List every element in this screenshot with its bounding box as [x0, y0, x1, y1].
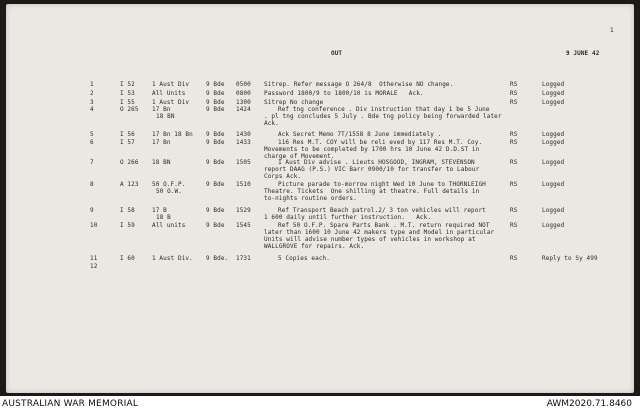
entry-message-number: I 55: [120, 99, 135, 106]
entry-status: Logged: [542, 131, 565, 138]
entry-text-line: report DAAG (P.S.) VIC Barr 0900/10 for transfer to Labour: [264, 166, 480, 173]
entry-message-number: I 53: [120, 90, 135, 97]
entry-serial: 12: [90, 263, 98, 270]
entry-addressee: 17 Bn 18 Bn: [152, 131, 193, 138]
entry-message-number: I 52: [120, 81, 135, 88]
entry-status: Logged: [542, 139, 565, 146]
entry-originator: 9 Bde: [206, 106, 225, 113]
entry-addressee: 17 B: [152, 207, 167, 214]
entry-time: 1433: [236, 139, 251, 146]
entry-text-line: 5 Copies each.: [278, 255, 330, 262]
entry-message-number: O 266: [120, 159, 139, 166]
entry-originator: 9 Bde: [206, 222, 225, 229]
entry-message-number: I 56: [120, 131, 135, 138]
entry-text-line: later than 1600 10 June 42 makers type and Model in particular: [264, 229, 495, 236]
entry-time: 1529: [236, 207, 251, 214]
entry-originator: 9 Bde: [206, 81, 225, 88]
document-date: 9 JUNE 42: [566, 50, 600, 57]
entry-text-line: Sitrep No change: [264, 99, 324, 106]
entry-text-line: Theatre. Tickets One shilling at theatre. Full details in: [264, 188, 480, 195]
page-heading: OUT: [331, 50, 343, 57]
entry-status: Logged: [542, 81, 565, 88]
entry-time: 1424: [236, 106, 251, 113]
entry-message-number: I 60: [120, 255, 135, 262]
entry-text-line: Ack Secret Memo 7T/1558 8 June immediately .: [278, 131, 442, 138]
entry-serial: 9: [90, 207, 94, 214]
entry-status: Logged: [542, 207, 565, 214]
entry-status: Logged: [542, 181, 565, 188]
entry-text-line: Units will advise number types of vehicles in workshop at: [264, 236, 476, 243]
entry-addressee: 50 O.F.P.: [152, 181, 186, 188]
entry-text-line: Ref 50 O.F.P. Spare Parts Bank . M.T. return required NOT: [278, 222, 490, 229]
entry-originator: 9 Bde: [206, 207, 225, 214]
entry-addressee: 17 Bn: [152, 106, 171, 113]
entry-time: 1430: [236, 131, 251, 138]
entry-text-line: Picture parade to-morrow night Wed 10 June to THORNLEIGH: [278, 181, 486, 188]
entry-addressee-2: 18 B: [156, 214, 171, 221]
entry-originator: 9 Bde: [206, 99, 225, 106]
entry-addressee-2: 18 BN: [156, 113, 175, 120]
entry-addressee: 17 Bn: [152, 139, 171, 146]
page-number: 1: [610, 27, 614, 34]
entry-serial: 5: [90, 131, 94, 138]
entry-text-line: Ack.: [264, 120, 279, 127]
entry-time: 0800: [236, 90, 251, 97]
entry-serial: 3: [90, 99, 94, 106]
entry-message-number: I 59: [120, 222, 135, 229]
entry-text-line: 1 Aust Div advise . Lieuts HOSGOOD, INGRAM, STEVENSON: [278, 159, 475, 166]
document-page: [6, 4, 634, 393]
entry-serial: 4: [90, 106, 94, 113]
entry-message-number: A 123: [120, 181, 139, 188]
entry-initials: RS: [510, 131, 518, 138]
entry-addressee: All Units: [152, 90, 186, 97]
entry-serial: 10: [90, 222, 98, 229]
entry-text-line: WALLGROVE for repairs. Ack.: [264, 243, 365, 250]
entry-status: Logged: [542, 159, 565, 166]
entry-originator: 9 Bde: [206, 90, 225, 97]
entry-initials: RS: [510, 181, 518, 188]
entry-serial: 2: [90, 90, 94, 97]
entry-text-line: Corps Ack.: [264, 173, 302, 180]
entry-text-line: charge of Movement.: [264, 153, 335, 160]
entry-originator: 9 Bde: [206, 131, 225, 138]
entry-initials: RS: [510, 99, 518, 106]
entry-time: 1545: [236, 222, 251, 229]
entry-status: Reply to Sy 499: [542, 255, 598, 262]
entry-status: Logged: [542, 90, 565, 97]
entry-initials: RS: [510, 255, 518, 262]
entry-addressee: 1 Aust Div.: [152, 255, 193, 262]
entry-text-line: Password 1800/9 to 1800/10 is MORALE Ack.: [264, 90, 424, 97]
entry-initials: RS: [510, 139, 518, 146]
entry-addressee-2: 50 O.W.: [156, 188, 182, 195]
footer: [0, 396, 640, 411]
entry-time: 1731: [236, 255, 251, 262]
entry-time: 1300: [236, 99, 251, 106]
entry-addressee: 18 BN: [152, 159, 171, 166]
entry-text-line: 1 600 daily until further instruction. Ack.: [264, 214, 432, 221]
entry-message-number: O 265: [120, 106, 139, 113]
entry-originator: 9 Bde: [206, 159, 225, 166]
entry-serial: 8: [90, 181, 94, 188]
entry-time: 0500: [236, 81, 251, 88]
entry-originator: 9 Bde.: [206, 255, 229, 262]
entry-time: 1510: [236, 181, 251, 188]
entry-addressee: 1 Aust Div: [152, 81, 190, 88]
entry-initials: RS: [510, 159, 518, 166]
entry-addressee: All units: [152, 222, 186, 229]
entry-serial: 1: [90, 81, 94, 88]
entry-serial: 11: [90, 255, 98, 262]
entry-serial: 6: [90, 139, 94, 146]
entry-initials: RS: [510, 90, 518, 97]
entry-initials: RS: [510, 207, 518, 214]
entry-initials: RS: [510, 222, 518, 229]
entry-text-line: Ref Transport Beach patrol.2/ 3 ton vehicles will report: [278, 207, 486, 214]
entry-originator: 9 Bde: [206, 181, 225, 188]
entry-status: Logged: [542, 222, 565, 229]
entry-text-line: . pl tng concludes 5 July . Bde tng policy being forwarded later: [264, 113, 502, 120]
entry-initials: RS: [510, 81, 518, 88]
entry-originator: 9 Bde: [206, 139, 225, 146]
entry-text-line: Sitrep. Refer message O 264/8 Otherwise NO change.: [264, 81, 454, 88]
entry-addressee: 1 Aust Div: [152, 99, 190, 106]
entry-text-line: Ref tng conference . Div instruction that day 1 be 5 June: [278, 106, 490, 113]
entry-time: 1505: [236, 159, 251, 166]
entry-message-number: I 58: [120, 207, 135, 214]
entry-serial: 7: [90, 159, 94, 166]
entry-text-line: to-nights routine orders.: [264, 195, 357, 202]
entry-message-number: I 57: [120, 139, 135, 146]
entry-text-line: Movements to be completed by 1700 hrs 10 June 42 D.D.ST in: [264, 146, 480, 153]
entry-status: Logged: [542, 99, 565, 106]
entry-text-line: 116 Res M.T. COY will be reli eved by 117 Res M.T. Coy.: [278, 139, 483, 146]
item-reference: AWM2020.71.8460: [546, 399, 632, 409]
institution-credit: AUSTRALIAN WAR MEMORIAL: [2, 399, 139, 409]
